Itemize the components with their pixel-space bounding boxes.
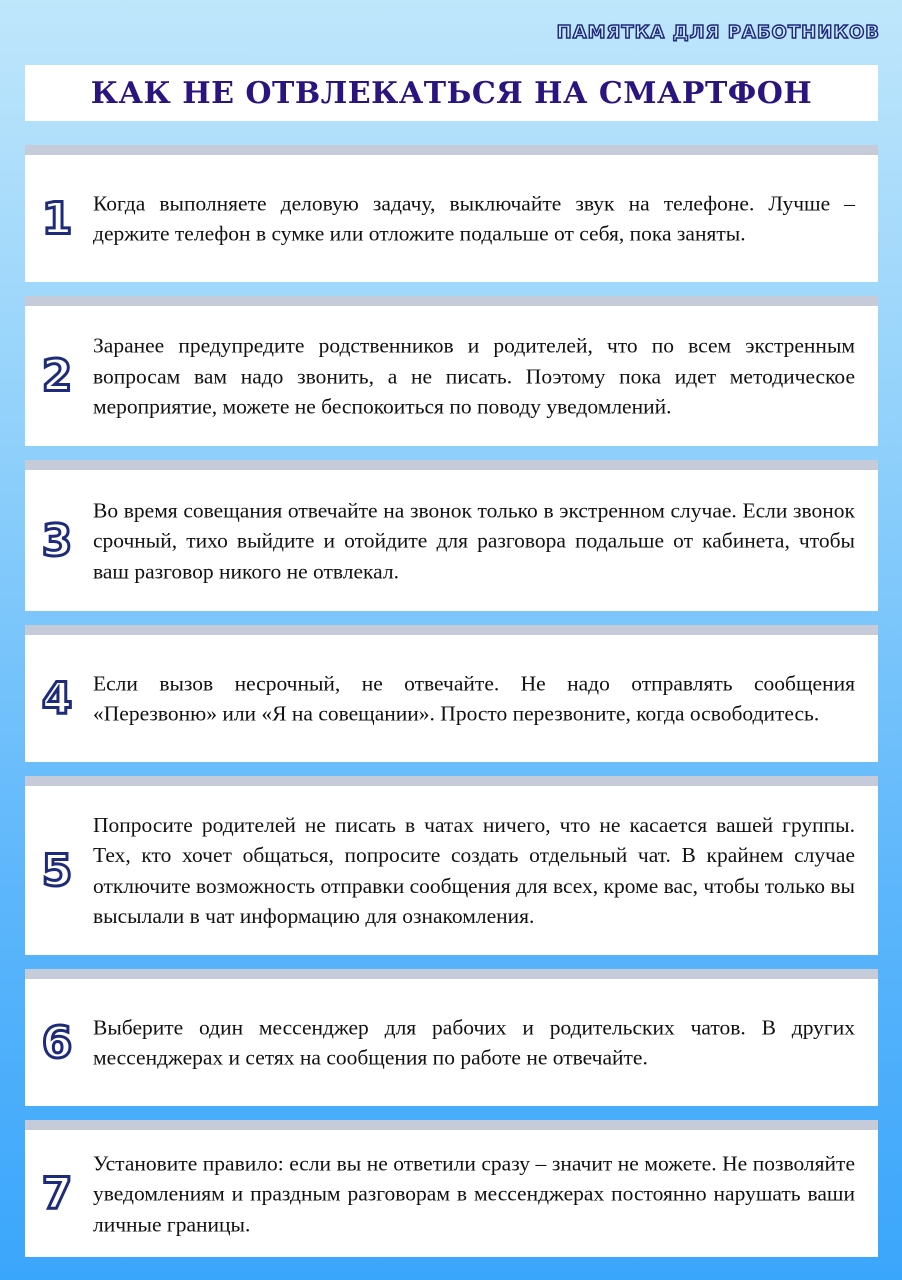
tip-text: Попросите родителей не писать в чатах ничего, что не касается вашей группы. Тех, кто хочет общаться, попросите создать отдельный чат. В крайнем случае отключите возможность отправки сообщения для всех, кроме вас, чтобы только вы высылали в чат информацию для ознакомления. (93, 812, 855, 928)
memo-label: ПАМЯТКА ДЛЯ РАБОТНИКОВ (556, 22, 880, 43)
page-title: КАК НЕ ОТВЛЕКАТЬСЯ НА СМАРТФОН (90, 75, 813, 111)
tip-text: Если вызов несрочный, не отвечайте. Не надо отправлять сообщения «Перезвоню» или «Я на совещании». Просто перезвоните, когда освободитесь. (93, 671, 855, 726)
tip-card-5 (25, 776, 878, 955)
tip-number: 7 (41, 1168, 73, 1219)
tip-card-6 (25, 969, 878, 1106)
tip-text: Заранее предупредите родственников и родителей, что по всем экстренным вопросам вам надо звонить, а не писать. Поэтому пока идет методическое мероприятие, можете не беспокоиться по поводу уведомлений. (93, 333, 855, 419)
tip-card-4 (25, 625, 878, 762)
tip-text: Во время совещания отвечайте на звонок только в экстренном случае. Если звонок срочный, тихо выйдите и отойдите для разговора подальше от кабинета, чтобы ваш разговор никого не отвлекал. (93, 497, 855, 583)
tip-number: 4 (41, 673, 73, 724)
tip-card-2 (25, 296, 878, 446)
tip-card-7 (25, 1120, 878, 1257)
tip-text: Когда выполняете деловую задачу, выключайте звук на телефоне. Лучше – держите телефон в сумке или отложите подальше от себя, пока заняты. (93, 191, 855, 246)
tip-number: 5 (41, 845, 73, 896)
tip-number: 2 (41, 350, 73, 402)
tip-card-1 (25, 145, 878, 282)
tip-text: Установите правило: если вы не ответили сразу – значит не можете. Не позволяйте уведомлениям и праздным разговорам в мессенджерах постоянно нарушать ваши личные границы. (93, 1150, 855, 1236)
tip-card-3 (25, 460, 878, 611)
title-box (25, 65, 878, 121)
tip-number: 3 (41, 515, 73, 566)
tip-text: Выберите один мессенджер для рабочих и родительских чатов. В других мессенджерах и сетях на сообщения по работе не отвечайте. (93, 1015, 855, 1070)
tip-number: 6 (41, 1017, 73, 1068)
tip-number: 1 (41, 193, 73, 244)
